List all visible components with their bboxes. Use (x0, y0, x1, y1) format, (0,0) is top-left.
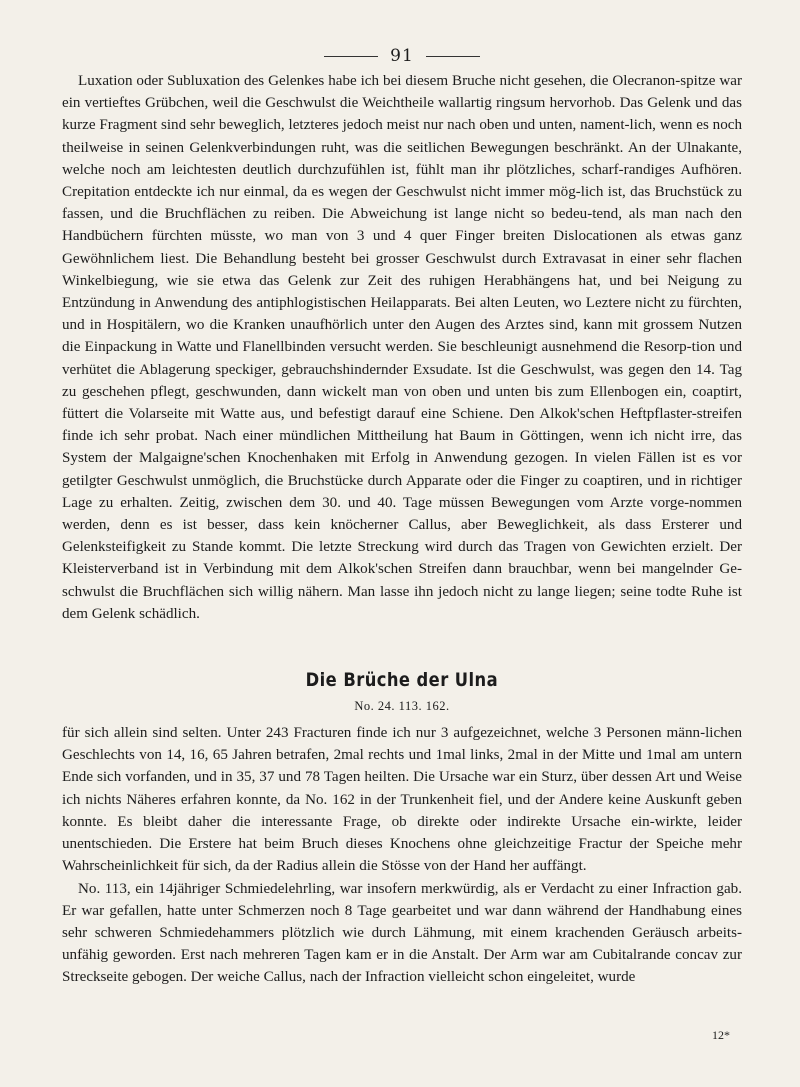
signature-mark: 12* (712, 1028, 730, 1042)
header-rule-right (426, 56, 480, 57)
page-number: 91 (390, 46, 414, 66)
paragraph-case-113: No. 113, ein 14jähriger Schmiedelehrling, war insofern merkwürdig, als er Verdacht zu einer Infraction gab. Er war gefallen, hatte unter Schmerzen noch 8 Tage gearbeitet und war dann während der Handhabung eines sehr schweren Schmiedehammers plötzlich wie durch Lähmung, mit einem krachenden Geräusch arbeits-unfähig geworden. Erst nach mehreren Tagen kam er in die Anstalt. Der Arm war am Cubitalrande concav zur Streckseite gebogen. Der weiche Callus, nach der Infraction vielleicht schon eingeleitet, wurde (62, 880, 742, 986)
main-text (62, 70, 742, 989)
paragraph-ulna-fractures: für sich allein sind selten. Unter 243 Fracturen finde ich nur 3 aufgezeichnet, welche 3 Personen männ-lichen Geschlechts von 14, 16, 65 Jahren betrafen, 2mal rechts und 1mal links, 2mal in der Mitte und 1mal am untern Ende sich vorfanden, und in 35, 37 und 78 Tagen heilten. Die Ursache war ein Sturz, über dessen Art und Weise ich nichts Näheres erfahren konnte, da No. 162 in der Trunkenheit fiel, und der Andere keine Auskunft geben konnte. Es bleibt daher die interessante Frage, ob direkte oder indirekte Ursache ein-wirkte, leider unentschieden. Die Erstere hat beim Bruch dieses Knochens ohne gleichzeitige Fractur der Speiche mehr Wahrscheinlichkeit für sich, da der Radius allein die Stösse von der Hand her auffängt. (62, 725, 742, 875)
page (62, 46, 742, 989)
paragraph-luxation: Luxation oder Subluxation des Gelenkes habe ich bei diesem Bruche nicht gesehen, die Olecranon-spitze war ein vertieftes Grübchen, weil die Geschwulst die Weichtheile wallartig ringsum hervorhob. Das Gelenk und das kurze Fragment sind sehr beweglich, letzteres jedoch meist nur nach oben und unten, nament-lich, wenn es noch theilweise in seinen Gelenkverbindungen ruht, was die seitlichen Bewegungen beschränkt. An der Ulnakante, welche noch am leichtesten deutlich durchzufühlen ist, fühlt man ihr plötzliches, scharf-randiges Aufhören. Crepitation entdeckte ich nur einmal, da es wegen der Geschwulst nicht immer mög-lich ist, das Bruchstück zu fassen, und die Bruchflächen zu reiben. Die Abweichung ist lange nicht so bedeu-tend, als man nach den Handbüchern fürchten müsste, wo man von 3 und 4 quer Finger breiten Dislocationen als etwas ganz Gewöhnlichem liest. Die Behandlung besteht bei grosser Geschwulst durch Extravasat in einer sehr flachen Winkelbiegung, wie sie etwa das Gelenk zur Zeit des ruhigen Herabhängens hat, und bei Neigung zu Entzündung in Anwendung des antiphlogistischen Heilapparats. Bei alten Leuten, wo Leztere nicht zu fürchten, und in Hospitälern, wo die Kranken unaufhörlich unter den Augen des Arztes sind, kann mit grossem Nutzen die Einpackung in Watte und Flanellbinden versucht werden. Sie beschleunigt ausnehmend die Resorp-tion und verhütet die Ablagerung speckiger, gebrauchshindernder Exsudate. Ist die Geschwulst, was gegen den 14. Tag zu geschehen pflegt, geschwunden, dann wickelt man von oben und unten bis zum Ellenbogen ein, coaptirt, füttert die Volarseite mit Watte aus, und befestigt darauf eine Schiene. Den Alkok'schen Heftpflaster-streifen finde ich sehr probat. Nach einer mündlichen Mittheilung hat Baum in Göttingen, wenn ich nicht irre, das System der Malgaigne'schen Knochenhaken mit Erfolg in Anwendung gezogen. In vielen Fällen ist es vor getilgter Geschwulst unmöglich, die Bruchstücke durch Apparate oder die Finger zu coaptiren, und in richtiger Lage zu erhalten. Zeitig, zwischen dem 30. und 40. Tage müssen Bewegungen vom Arzte vorge-nommen werden, denn es ist besser, dass kein knöcherner Callus, aber Beweglichkeit, als dass Ersterer und Gelenksteifigkeit zu Stande kommt. Die letzte Streckung wird durch das Tragen von Gewichten erzielt. Der Kleisterverband ist in Verbindung mit dem Alkok'schen Streifen dann brauchbar, wenn bei mangelnder Ge-schwulst die Bruchflächen sich willig nähern. Man lasse ihn jedoch nicht zu lange liegen; seine todte Ruhe ist dem Gelenk schädlich. (62, 73, 742, 622)
section-heading (62, 669, 742, 714)
header-rule-left (324, 56, 378, 57)
section-title: Die Brüche der Ulna (305, 669, 499, 692)
page-header (62, 46, 742, 66)
section-case-numbers: No. 24. 113. 162. (354, 699, 450, 714)
